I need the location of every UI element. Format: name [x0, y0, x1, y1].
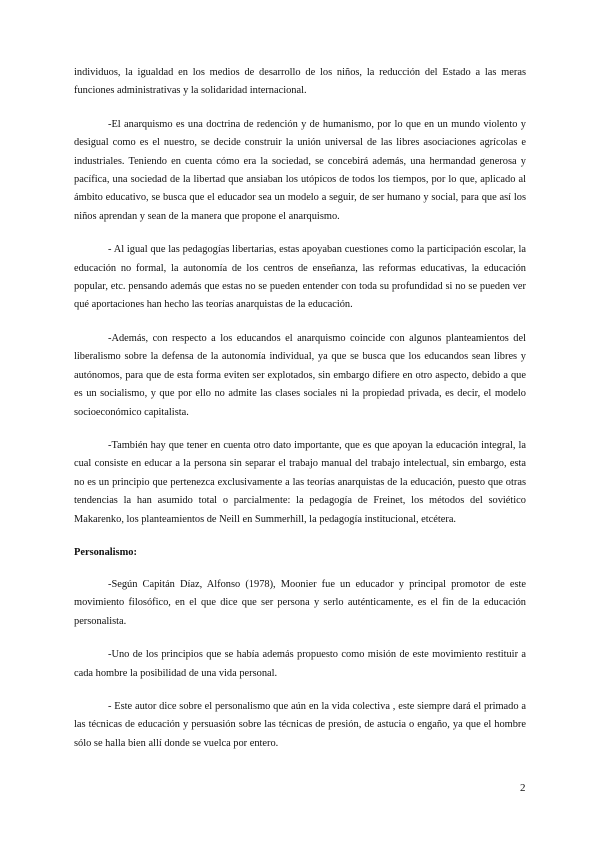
paragraph-principles: -Uno de los principios que se había además propuesto como misión de este movimiento restituir a cada hombre la posibilidad de una vida personal. — [74, 649, 526, 679]
paragraph-capitan-diaz: -Según Capitán Díaz, Alfonso (1978), Moonier fue un educador y principal promotor de este movimiento filosófico, en el que dice que ser persona y serlo auténticamente, es el fin de la educación personalista. — [74, 578, 526, 627]
paragraph-collective-life: - Este autor dice sobre el personalismo que aún en la vida colectiva , este siempre dará el primado a las técnicas de educación y persuasión sobre las técnicas de presión, de astucia o engaño, ya que el hombre sólo se halla bien allí donde se vuelca por entero. — [74, 700, 526, 749]
paragraph-libertarian-pedagogies: - Al igual que las pedagogías libertarias, estas apoyaban cuestiones como la participación escolar, la educación no formal, la autonomía de los centros de enseñanza, las reformas educativas, la educación popular, etc. pensando además que estas no se pueden entender con toda su profundidad si no se pueden ver qué aportaciones han hecho las teorías anarquistas de la educación. — [74, 244, 526, 311]
paragraph-continuation: individuos, la igualdad en los medios de desarrollo de los niños, la reducción del Estado a las meras funciones administrativas y la solidaridad internacional. — [74, 67, 526, 97]
section-heading-personalismo: Personalismo: — [74, 546, 137, 558]
page-number: 2 — [520, 782, 526, 794]
paragraph-integral-education: -También hay que tener en cuenta otro dato importante, que es que apoyan la educación integral, la cual consiste en educar a la persona sin separar el trabajo manual del trabajo intelectual, sin embargo, esta no es un principio que pertenezca exclusivamente a las teorías anarquistas de la educación, puesto que otras tendencias la han asumido total o parcialmente: la pedagogía de Freinet, los métodos del soviético Makarenko, los planteamientos de Neill en Summerhill, la pedagogía institucional, etcétera. — [74, 439, 526, 525]
paragraph-educands-autonomy: -Además, con respecto a los educandos el anarquismo coincide con algunos planteamientos del liberalismo sobre la defensa de la autonomía individual, ya que se busca que los educandos sean libres y autónomos, para que de esta forma eviten ser explotados, sin embargo difiere en otro aspecto, debido a que es un socialismo, y que por ello no admite las clases sociales ni la propiedad privada, es decir, el modelo socioeconómico capitalista. — [74, 332, 526, 418]
document-body — [74, 64, 526, 768]
paragraph-anarchism-doctrine: -El anarquismo es una doctrina de redención y de humanismo, por lo que en un mundo violento y desigual como es el nuestro, se decide construir la unión universal de las libres asociaciones agrícolas e industriales. Teniendo en cuenta cómo era la sociedad, se concebirá además, una hermandad generosa y pacífica, una sociedad de la libertad que ansiaban los utópicos de todos los tiempos, por lo que, aplicado al ámbito educativo, se busca que el educador sea un modelo a seguir, de ser humano y social, para que así los niños aprendan y sean de la manera que propone el anarquismo. — [74, 118, 526, 222]
